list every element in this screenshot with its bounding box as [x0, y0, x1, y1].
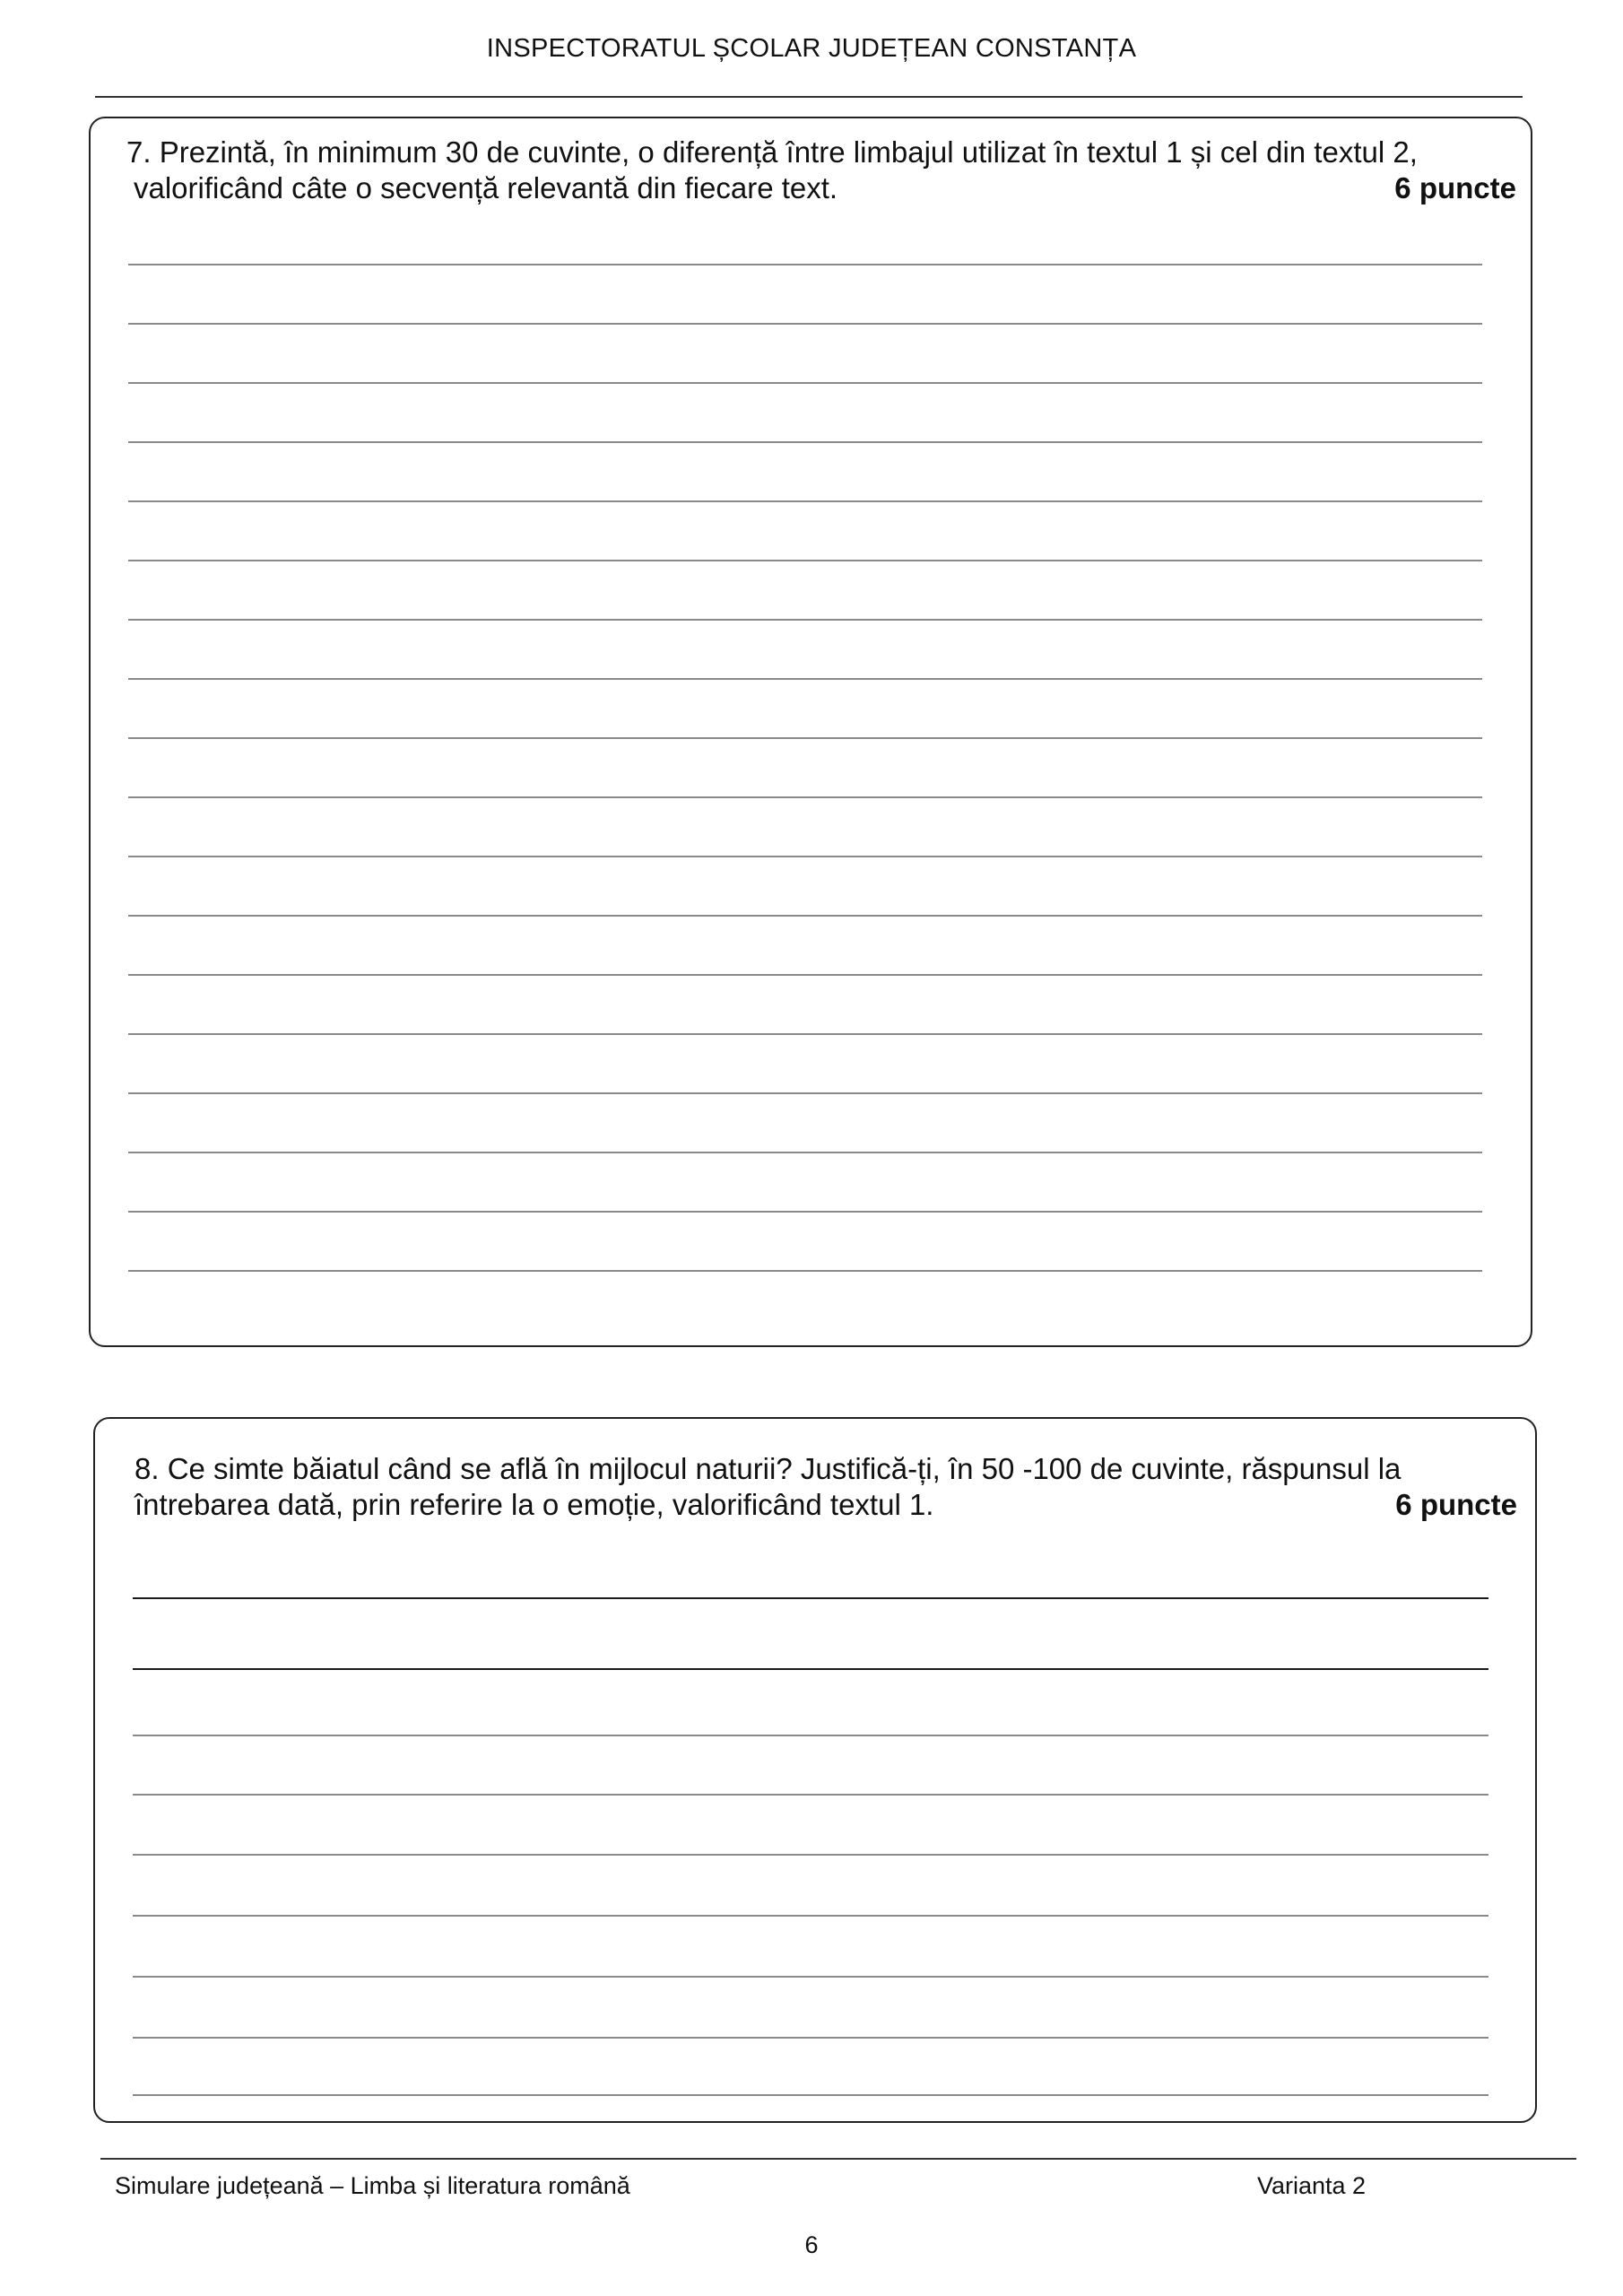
answer-line[interactable]: [133, 1794, 1488, 1796]
answer-line[interactable]: [128, 1211, 1482, 1213]
footer-divider: [100, 2158, 1576, 2160]
footer-exam-title: Simulare județeană – Limba și literatura română: [115, 2172, 630, 2199]
answer-line[interactable]: [133, 1735, 1488, 1736]
answer-line[interactable]: [128, 1092, 1482, 1094]
task-8-prompt-line-2: întrebarea dată, prin referire la o emoție, valorificând textul 1.: [135, 1488, 934, 1521]
task-7-prompt-line-2: valorificând câte o secvență relevantă din fiecare text.: [134, 171, 838, 204]
answer-line[interactable]: [128, 737, 1482, 739]
answer-line[interactable]: [128, 796, 1482, 798]
answer-line[interactable]: [133, 1597, 1488, 1599]
task-7-prompt: [126, 135, 1516, 206]
footer-variant: Varianta 2: [1257, 2172, 1367, 2199]
answer-line[interactable]: [133, 1854, 1488, 1856]
answer-line[interactable]: [128, 264, 1482, 265]
task-7-box: [89, 117, 1532, 1347]
answer-line[interactable]: [128, 441, 1482, 443]
answer-line[interactable]: [128, 323, 1482, 325]
task-8-points: 6 puncte: [1395, 1488, 1517, 1521]
answer-line[interactable]: [128, 1270, 1482, 1272]
answer-line[interactable]: [128, 382, 1482, 384]
task-7-points: 6 puncte: [1394, 171, 1516, 204]
task-8-box: [93, 1417, 1537, 2123]
task-7-prompt-line-1: 7. Prezintă, în minimum 30 de cuvinte, o diferență între limbajul utilizat în textul 1 și cel din textul 2,: [126, 135, 1418, 169]
answer-line[interactable]: [133, 1668, 1488, 1670]
answer-line[interactable]: [128, 560, 1482, 561]
answer-line[interactable]: [133, 2094, 1488, 2096]
task-8-prompt-line-1: 8. Ce simte băiatul când se află în mijlocul naturii? Justifică-ți, în 50 -100 de cuvinte, răspunsul la: [135, 1452, 1402, 1485]
answer-line[interactable]: [133, 1915, 1488, 1917]
answer-line[interactable]: [128, 619, 1482, 621]
header-divider: [95, 96, 1523, 98]
answer-line[interactable]: [128, 500, 1482, 502]
answer-line[interactable]: [128, 1033, 1482, 1035]
answer-line[interactable]: [133, 2037, 1488, 2039]
answer-line[interactable]: [128, 678, 1482, 680]
answer-line[interactable]: [133, 1976, 1488, 1978]
answer-line[interactable]: [128, 856, 1482, 857]
task-8-prompt: [135, 1451, 1517, 1523]
page-header-title: INSPECTORATUL ȘCOLAR JUDEȚEAN CONSTANȚA: [486, 34, 1137, 63]
answer-line[interactable]: [128, 915, 1482, 917]
page-number: 6: [804, 2231, 819, 2258]
answer-line[interactable]: [128, 974, 1482, 976]
answer-line[interactable]: [128, 1152, 1482, 1153]
